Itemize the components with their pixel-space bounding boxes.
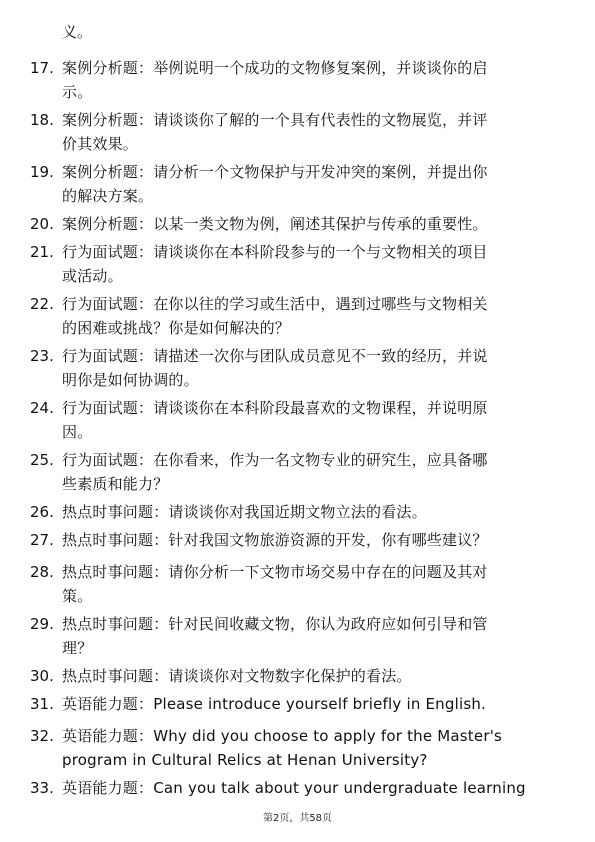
question-text-line: 案例分析题：请谈谈你了解的一个具有代表性的文物展览，并评 — [62, 111, 488, 129]
question-text — [62, 212, 562, 236]
question-number: 28. — [30, 563, 54, 581]
question-number: 23. — [30, 347, 54, 365]
question-text-line: 或活动。 — [62, 267, 123, 285]
question-text — [62, 108, 562, 156]
question-text — [62, 664, 562, 688]
question-text — [62, 292, 562, 340]
continuation-text: 义。 — [62, 23, 93, 41]
question-text-line: 因。 — [62, 423, 93, 441]
question-text — [62, 528, 562, 552]
question-text-line: 理？ — [62, 639, 93, 657]
question-text-line: 些素质和能力？ — [62, 475, 169, 493]
question-text — [62, 692, 562, 716]
question-number: 19. — [30, 163, 54, 181]
question-text-line: 价其效果。 — [62, 135, 139, 153]
question-number: 33. — [30, 779, 54, 797]
question-text — [62, 448, 562, 496]
question-text-line: 示。 — [62, 83, 93, 101]
question-text-line: 英语能力题：Please introduce yourself briefly in English. — [62, 695, 487, 713]
question-text-line: 策。 — [62, 587, 93, 605]
question-text — [62, 724, 562, 772]
question-text — [62, 500, 562, 524]
question-text-line: 行为面试题：请描述一次你与团队成员意见不一致的经历，并说 — [62, 347, 488, 365]
question-number: 25. — [30, 451, 54, 469]
question-text-line: 的困难或挑战？你是如何解决的？ — [62, 319, 291, 337]
question-text-line: 热点时事问题：针对民间收藏文物，你认为政府应如何引导和管 — [62, 615, 488, 633]
question-number: 18. — [30, 111, 54, 129]
question-number: 29. — [30, 615, 54, 633]
question-text-line: 热点时事问题：请谈谈你对我国近期文物立法的看法。 — [62, 503, 427, 521]
question-text-line: 行为面试题：请谈谈你在本科阶段参与的一个与文物相关的项目 — [62, 243, 488, 261]
question-text — [62, 56, 562, 104]
question-text-line: 行为面试题：在你以往的学习或生活中，遇到过哪些与文物相关 — [62, 295, 488, 313]
question-text — [62, 396, 562, 444]
question-number: 22. — [30, 295, 54, 313]
question-number: 17. — [30, 59, 54, 77]
question-text-line: 明你是如何协调的。 — [62, 371, 199, 389]
question-text-line: 英语能力题：Can you talk about your undergraduate learning — [62, 779, 526, 797]
question-text-line: 英语能力题：Why did you choose to apply for the Master's — [62, 727, 503, 745]
question-text-line: 行为面试题：请谈谈你在本科阶段最喜欢的文物课程，并说明原 — [62, 399, 488, 417]
question-number: 26. — [30, 503, 54, 521]
question-number: 24. — [30, 399, 54, 417]
question-text-line: 案例分析题：请分析一个文物保护与开发冲突的案例，并提出你 — [62, 163, 488, 181]
question-text — [62, 612, 562, 660]
question-text-line: program in Cultural Relics at Henan University? — [62, 751, 428, 769]
question-text-line: 案例分析题：举例说明一个成功的文物修复案例，并谈谈你的启 — [62, 59, 488, 77]
question-text — [62, 560, 562, 608]
question-text — [62, 160, 562, 208]
question-text-line: 热点时事问题：请谈谈你对文物数字化保护的看法。 — [62, 667, 412, 685]
question-number: 32. — [30, 727, 54, 745]
question-text — [62, 240, 562, 288]
page-footer: 第2页，共58页 — [262, 813, 333, 824]
question-number: 31. — [30, 695, 54, 713]
question-number: 21. — [30, 243, 54, 261]
question-text — [62, 344, 562, 392]
question-text-line: 行为面试题：在你看来，作为一名文物专业的研究生，应具备哪 — [62, 451, 488, 469]
question-text-line: 的解决方案。 — [62, 187, 154, 205]
question-text-line: 热点时事问题：针对我国文物旅游资源的开发，你有哪些建议？ — [62, 531, 488, 549]
question-number: 30. — [30, 667, 54, 685]
question-text — [62, 776, 562, 800]
question-text-line: 热点时事问题：请你分析一下文物市场交易中存在的问题及其对 — [62, 563, 488, 581]
question-text-line: 案例分析题：以某一类文物为例，阐述其保护与传承的重要性。 — [62, 215, 488, 233]
question-number: 20. — [30, 215, 54, 233]
question-number: 27. — [30, 531, 54, 549]
